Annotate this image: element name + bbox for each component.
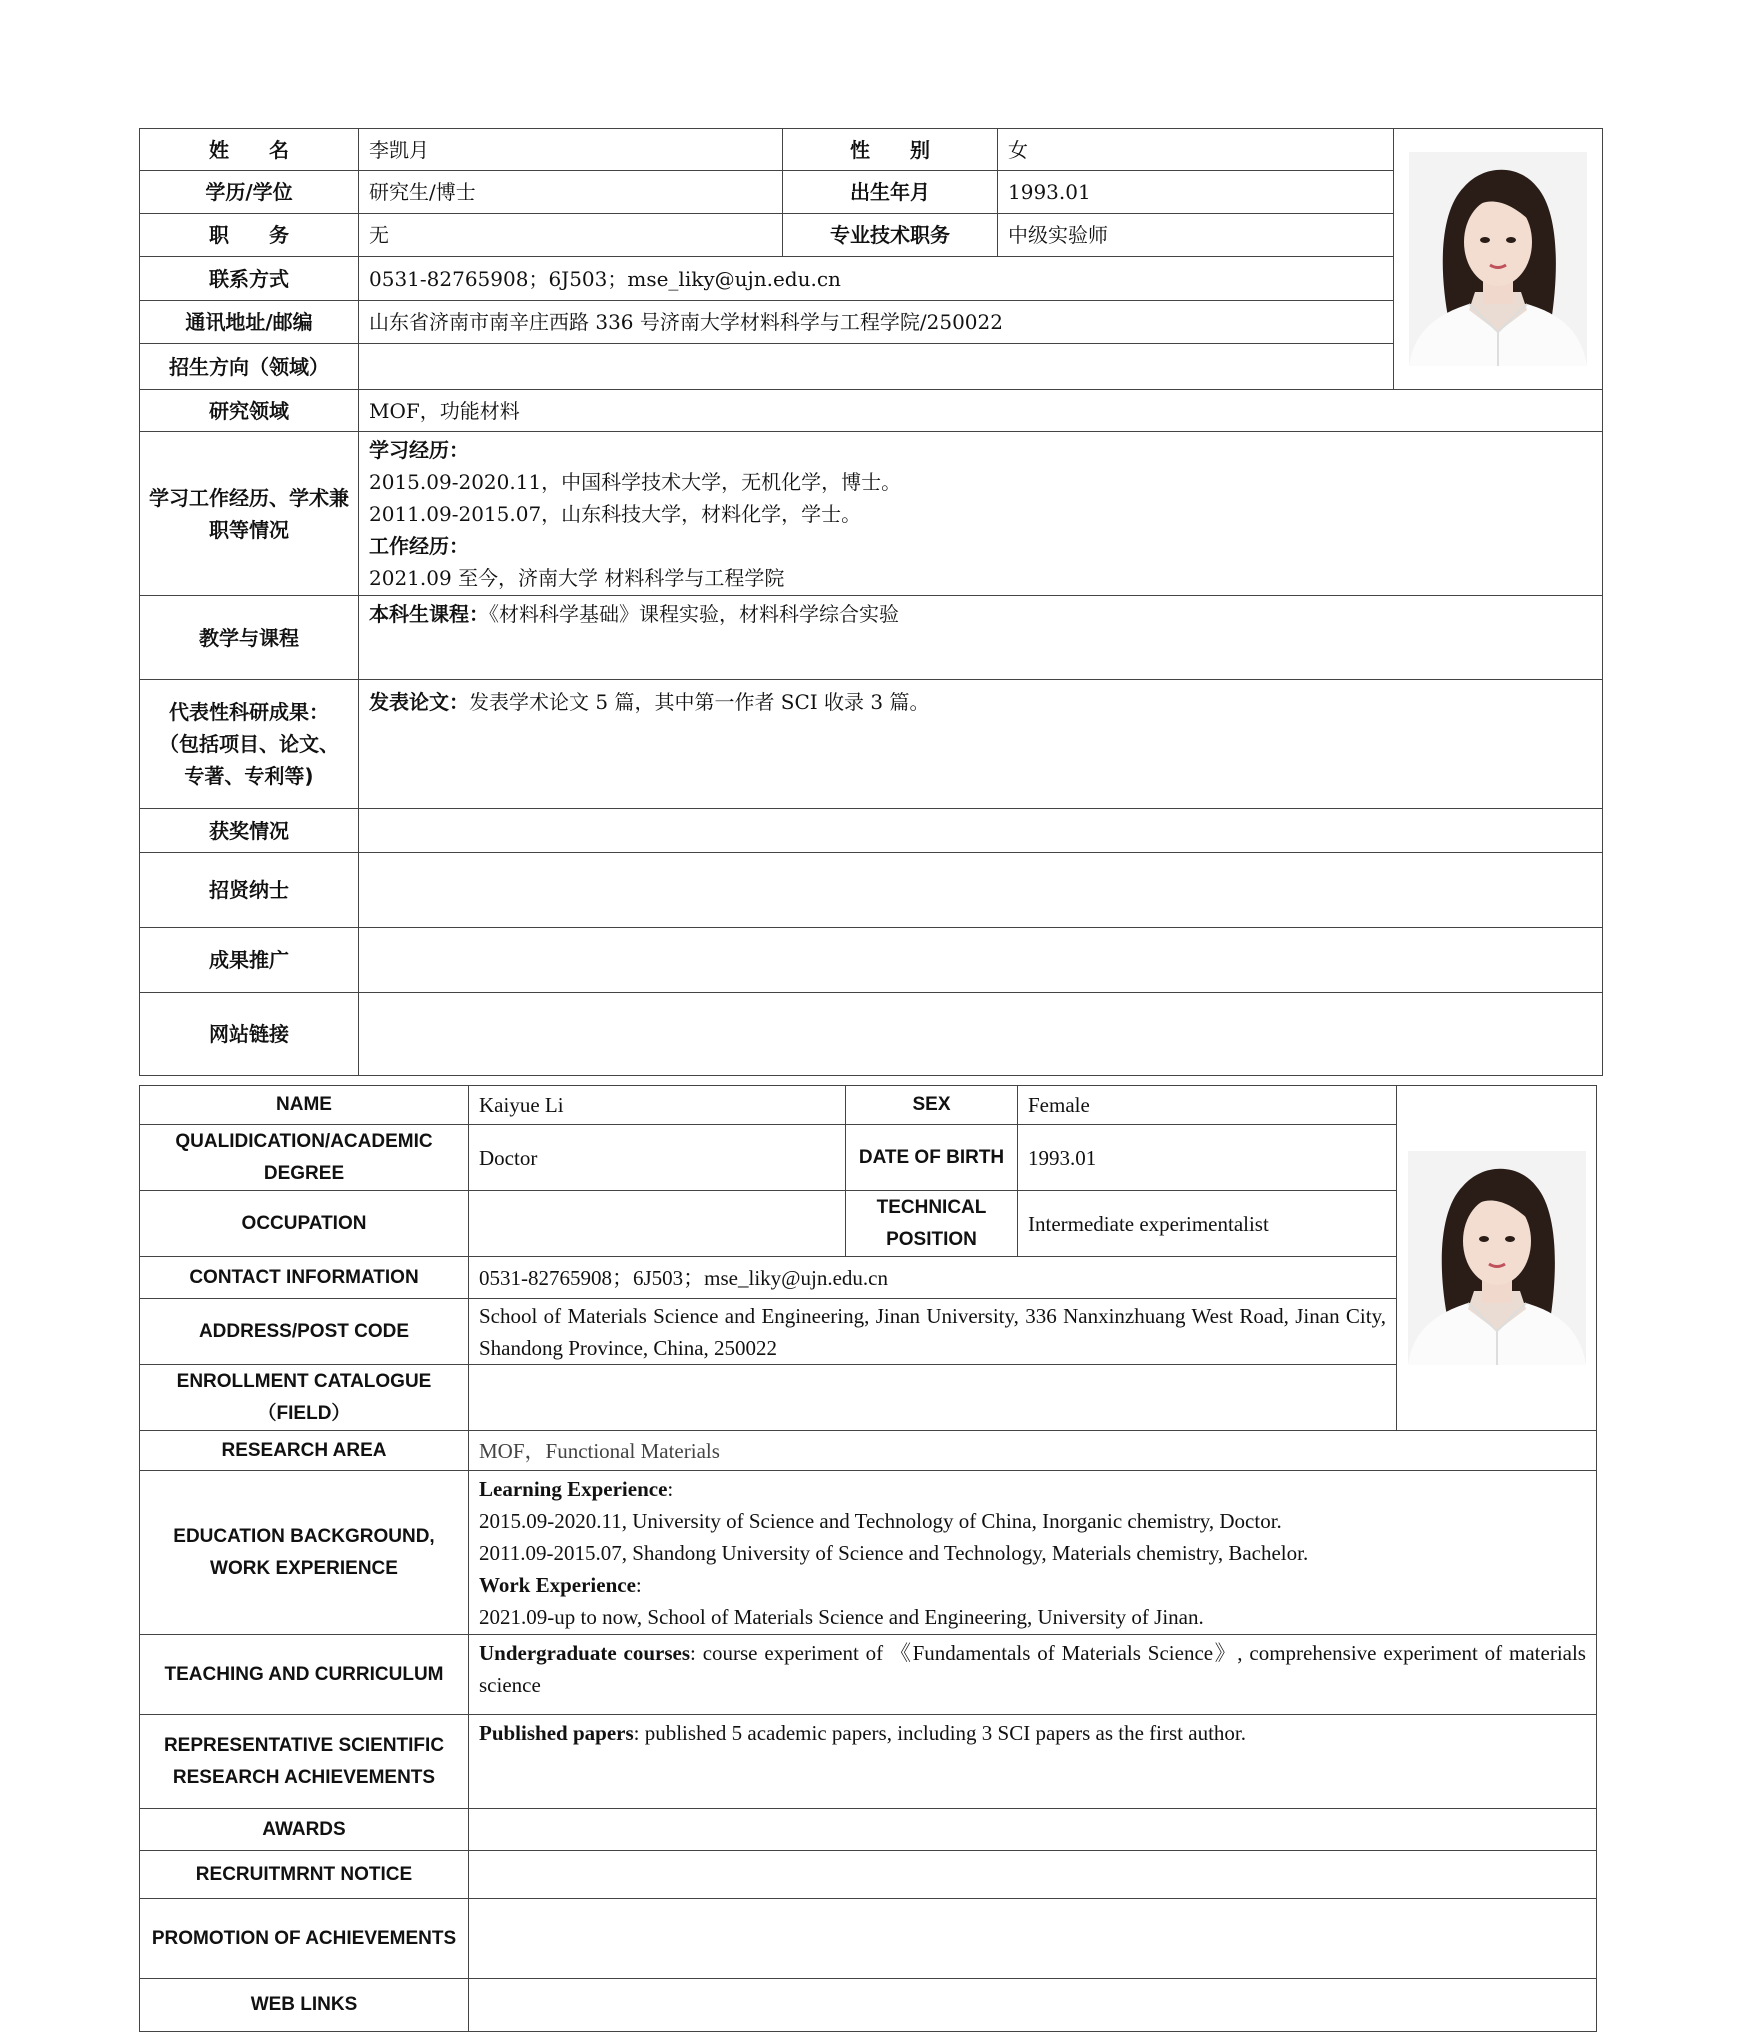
cn-title-label: 专业技术职务	[783, 214, 998, 257]
en-contact-value: 0531-82765908；6J503；mse_liky@ujn.edu.cn	[469, 1257, 1397, 1299]
cn-profile-table	[139, 128, 1603, 1076]
cn-weblinks-label: 网站链接	[140, 993, 359, 1076]
cn-promotion-value	[359, 928, 1603, 993]
en-teaching-label: TEACHING AND CURRICULUM	[140, 1635, 469, 1715]
cn-study-item: 2015.09-2020.11，中国科学技术大学，无机化学，博士。	[369, 470, 902, 494]
cn-experience-value	[359, 432, 1603, 596]
cn-name-value: 李凯月	[359, 129, 783, 171]
en-name-label: NAME	[140, 1086, 469, 1125]
en-research-value: MOF，Functional Materials	[469, 1431, 1597, 1471]
en-occupation-label: OCCUPATION	[140, 1191, 469, 1257]
en-profile-table	[139, 1085, 1597, 2032]
en-enroll-label-line: ENROLLMENT CATALOGUE	[176, 1370, 432, 1392]
en-recruit-value	[469, 1851, 1597, 1899]
en-weblinks-value	[469, 1979, 1597, 2032]
en-achievements-label	[140, 1715, 469, 1809]
cn-title-value: 中级实验师	[998, 214, 1394, 257]
cn-work-heading: 工作经历：	[369, 534, 469, 558]
en-tech-label-line: TECHNICAL	[876, 1196, 987, 1218]
cn-address-value: 山东省济南市南辛庄西路 336 号济南大学材料科学与工程学院/250022	[359, 301, 1394, 344]
en-teaching-text: : course experiment of 《Fundamentals of Materials Science》, comprehensive experiment of materials science	[479, 1641, 1586, 1697]
cn-awards-label: 获奖情况	[140, 809, 359, 853]
en-occupation-value	[469, 1191, 846, 1257]
en-portrait-photo	[1408, 1151, 1586, 1365]
cn-address-label: 通讯地址/邮编	[140, 301, 359, 344]
en-name-value: Kaiyue Li	[469, 1086, 846, 1125]
cn-recruit-value	[359, 853, 1603, 928]
en-recruit-label: RECRUITMRNT NOTICE	[140, 1851, 469, 1899]
en-research-label: RESEARCH AREA	[140, 1431, 469, 1471]
cn-contact-label: 联系方式	[140, 257, 359, 301]
cn-study-item: 2011.09-2015.07，山东科技大学，材料化学，学士。	[369, 502, 862, 526]
en-enroll-value	[469, 1365, 1397, 1431]
en-education-label-line: WORK EXPERIENCE	[210, 1557, 398, 1579]
en-tech-label-line: POSITION	[886, 1228, 977, 1250]
cn-birth-value: 1993.01	[998, 171, 1394, 214]
cn-awards-value	[359, 809, 1603, 853]
cn-duty-value: 无	[359, 214, 783, 257]
en-address-label: ADDRESS/POST CODE	[140, 1299, 469, 1365]
cn-degree-value: 研究生/博士	[359, 171, 783, 214]
cn-study-heading: 学习经历：	[369, 438, 469, 462]
en-awards-label: AWARDS	[140, 1809, 469, 1851]
cn-research-label: 研究领域	[140, 390, 359, 432]
cn-achievements-label-line: 专著、专利等)	[184, 764, 314, 788]
en-photo-cell	[1397, 1086, 1597, 1431]
cn-photo-cell	[1394, 129, 1603, 390]
en-learning-item: 2011.09-2015.07, Shandong University of Science and Technology, Materials chemistry, Bachelor.	[479, 1541, 1309, 1565]
cn-teaching-text: 《材料科学基础》课程实验，材料科学综合实验	[489, 602, 899, 626]
cn-duty-label: 职 务	[140, 214, 359, 257]
en-work-heading: Work Experience	[479, 1573, 636, 1597]
en-work-item: 2021.09-up to now, School of Materials Science and Engineering, University of Jinan.	[479, 1605, 1204, 1629]
en-tech-label	[846, 1191, 1018, 1257]
cn-degree-label: 学历/学位	[140, 171, 359, 214]
cn-name-label: 姓 名	[140, 129, 359, 171]
en-degree-value: Doctor	[469, 1125, 846, 1191]
en-education-label	[140, 1471, 469, 1635]
en-birth-label: DATE OF BIRTH	[846, 1125, 1018, 1191]
cn-teaching-heading: 本科生课程：	[369, 602, 489, 626]
cn-research-value: MOF，功能材料	[359, 390, 1603, 432]
cn-contact-value: 0531-82765908；6J503；mse_liky@ujn.edu.cn	[359, 257, 1394, 301]
en-degree-label	[140, 1125, 469, 1191]
en-sex-value: Female	[1018, 1086, 1397, 1125]
en-education-label-line: EDUCATION BACKGROUND,	[173, 1525, 435, 1547]
en-weblinks-label: WEB LINKS	[140, 1979, 469, 2032]
cn-achievements-text: 发表学术论文 5 篇，其中第一作者 SCI 收录 3 篇。	[469, 690, 930, 714]
cn-promotion-label: 成果推广	[140, 928, 359, 993]
en-teaching-heading: Undergraduate courses	[479, 1641, 690, 1665]
cn-enroll-value	[359, 344, 1394, 390]
en-contact-label: CONTACT INFORMATION	[140, 1257, 469, 1299]
en-birth-value: 1993.01	[1018, 1125, 1397, 1191]
cn-teaching-label: 教学与课程	[140, 596, 359, 680]
cn-achievements-label-line: 代表性科研成果：	[169, 700, 329, 724]
cn-achievements-label	[140, 680, 359, 809]
en-tech-value: Intermediate experimentalist	[1018, 1191, 1397, 1257]
en-achievements-label-line: REPRESENTATIVE SCIENTIFIC	[163, 1734, 445, 1756]
en-education-value: Learning Experience: 2015.09-2020.11, University of Science and Technology of China, Inorganic chemistry, Doctor. 2011.09-2015.07, Shandong University of Science and Technology, Materials chemistry, Bachelor. Work Experience: 2021.09-up to now, School of Materials Science and Engineering, University of Jinan.	[469, 1471, 1597, 1635]
cn-teaching-value	[359, 596, 1603, 680]
cn-achievements-value	[359, 680, 1603, 809]
cn-sex-value: 女	[998, 129, 1394, 171]
en-achievements-value	[469, 1715, 1597, 1809]
cn-sex-label: 性 别	[783, 129, 998, 171]
en-sex-label: SEX	[846, 1086, 1018, 1125]
en-achievements-heading: Published papers	[479, 1721, 634, 1745]
en-promotion-value	[469, 1899, 1597, 1979]
en-promotion-label: PROMOTION OF ACHIEVEMENTS	[140, 1899, 469, 1979]
en-awards-value	[469, 1809, 1597, 1851]
en-achievements-text: : published 5 academic papers, including 3 SCI papers as the first author.	[633, 1721, 1246, 1745]
en-achievements-label-line: RESEARCH ACHIEVEMENTS	[172, 1766, 436, 1788]
cn-birth-label: 出生年月	[783, 171, 998, 214]
cn-achievements-label-line: （包括项目、论文、	[159, 732, 339, 756]
cn-weblinks-value	[359, 993, 1603, 1076]
en-address-value: School of Materials Science and Engineering, Jinan University, 336 Nanxinzhuang West Road, Jinan City, Shandong Province, China, 250022	[469, 1299, 1397, 1365]
cn-enroll-label: 招生方向（领域）	[140, 344, 359, 390]
cn-portrait-photo	[1409, 152, 1587, 366]
en-degree-label-line: QUALIDICATION/ACADEMIC	[175, 1130, 433, 1152]
cn-achievements-heading: 发表论文：	[369, 690, 469, 714]
cn-work-item: 2021.09 至今，济南大学 材料科学与工程学院	[369, 566, 785, 590]
en-enroll-label-line: （FIELD）	[257, 1402, 351, 1424]
en-learning-item: 2015.09-2020.11, University of Science and Technology of China, Inorganic chemistry, Doctor.	[479, 1509, 1282, 1533]
en-learning-heading: Learning Experience	[479, 1477, 668, 1501]
cn-experience-label: 学习工作经历、学术兼职等情况	[140, 432, 359, 596]
en-teaching-value	[469, 1635, 1597, 1715]
en-degree-label-line: DEGREE	[263, 1162, 345, 1184]
cn-recruit-label: 招贤纳士	[140, 853, 359, 928]
en-enroll-label	[140, 1365, 469, 1431]
